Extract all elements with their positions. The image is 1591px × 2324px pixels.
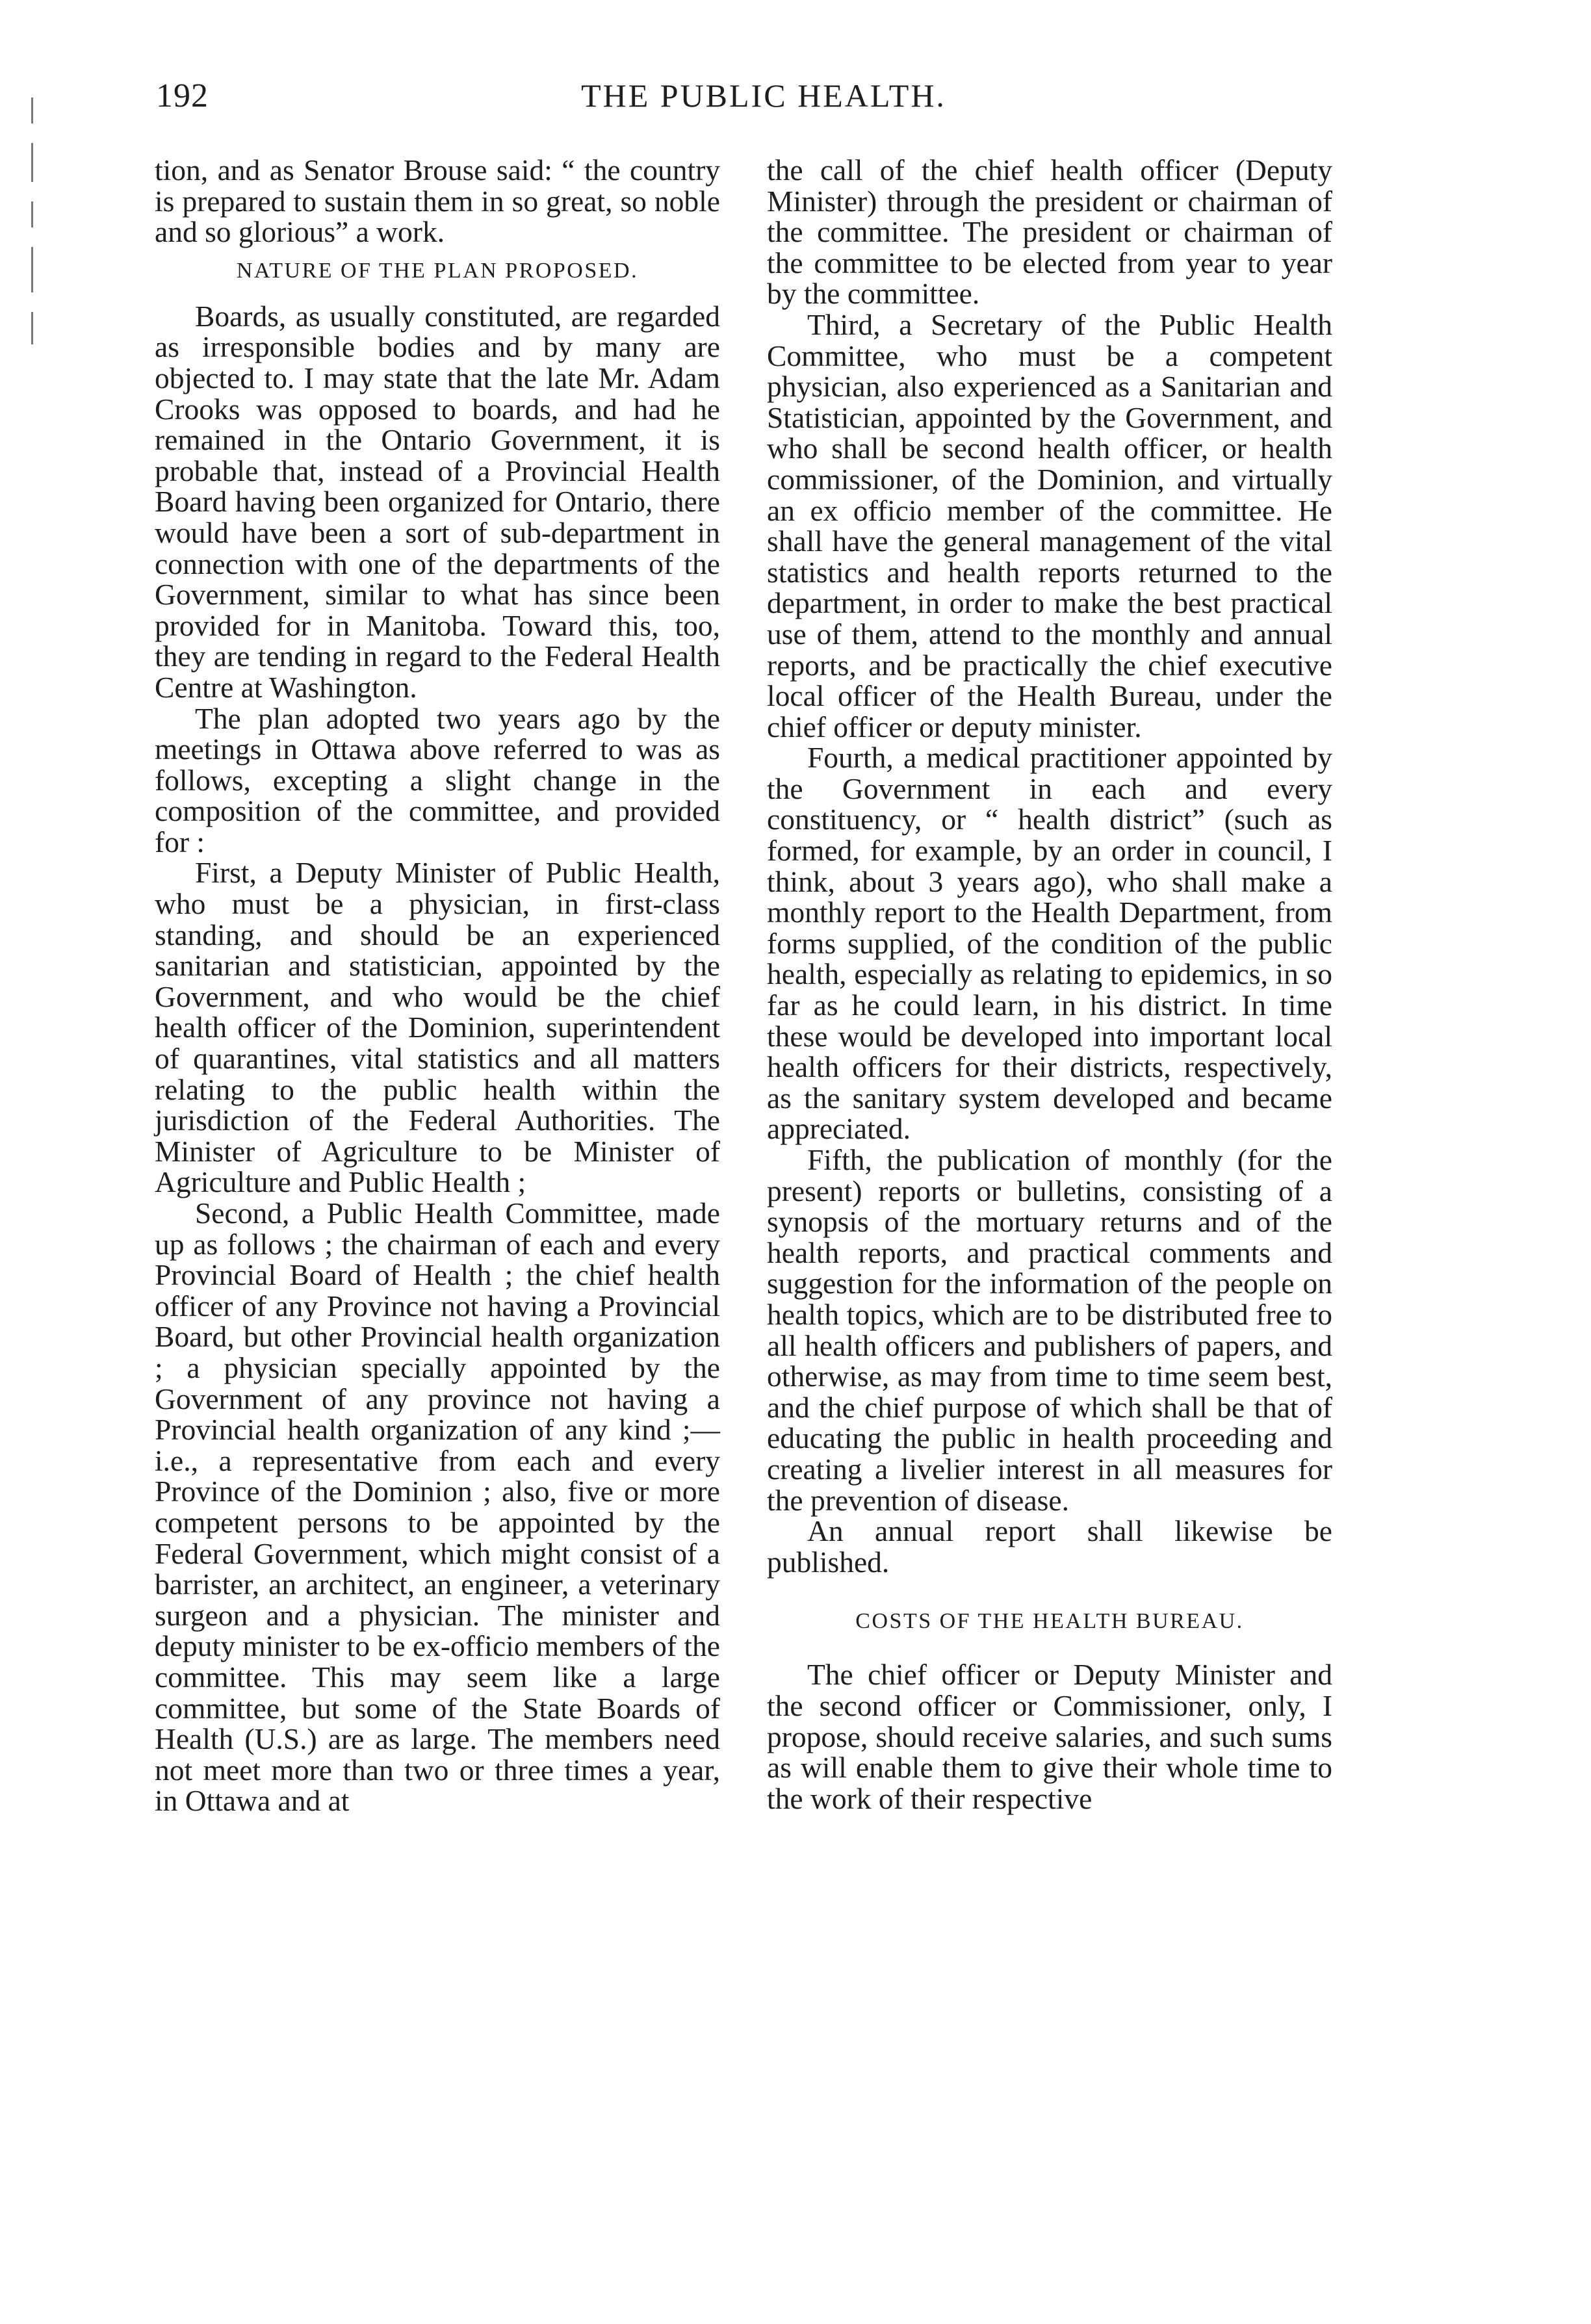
section-heading-costs: COSTS OF THE HEALTH BUREAU. <box>855 1609 1244 1634</box>
paragraph-annual-report: An annual report shall likewise be published. <box>767 1514 1332 1579</box>
section-heading-nature-of-plan: NATURE OF THE PLAN PROPOSED. <box>236 258 639 283</box>
paragraph-boards: Boards, as usually constituted, are regarded as irresponsible bodies and by many are objected to. I may state that the late Mr. Adam Crooks was opposed to boards, and had he remained in the Ontario Government, it is probable that, instead of a Provincial Health Board having been organized for Ontario, there would have been a sort of sub-department in connection with one of the departments of the Government, similar to what has since been provided for in Manitoba. Toward this, too, they are tending in regard to the Federal Health Centre at Washington. <box>155 299 720 704</box>
paragraph-second: Second, a Public Health Committee, made up as follows ; the chairman of each and every Provincial Board of Health ; the chief health officer of any Province not having a Provincial Board, but other Provincial health organization ; a physician specially appointed by the Government of any province not having a Provincial health organization of any kind ;—i.e., a representative from each and every Province of the Dominion ; also, five or more competent persons to be appointed by the Federal Government, which might consist of a barrister, an architect, an engineer, a veterinary surgeon and a physician. The minister and deputy minister to be ex-officio members of the committee. This may seem like a large committee, but some of the State Boards of Health (U.S.) are as large. The members need not meet more than two or three times a year, in Ottawa and at <box>155 1196 720 1818</box>
page-number: 192 <box>156 77 209 114</box>
paragraph-continued: tion, and as Senator Brouse said: “ the country is prepared to sustain them in so great, so noble and so glorious” a work. <box>155 153 720 249</box>
paragraph-fifth: Fifth, the publication of monthly (for the present) reports or bulletins, consisting of a synopsis of the mortuary returns and of the health reports, and practical comments and suggestion for the information of the people on health topics, which are to be distributed free to all health officers and publishers of papers, and otherwise, as may from time to time seem best, and the chief purpose of which shall be that of educating the public in health proceeding and creating a livelier interest in all measures for the prevention of disease. <box>767 1143 1332 1517</box>
paragraph-fourth: Fourth, a medical practitioner appointed by the Government in each and every constituency, or “ health district” (such as formed, for example, by an order in council, I think, about 3 years ago), who shall make a monthly report to the Health Department, from forms supplied, of the condition of the public health, especially as relating to epidemics, in so far as he could learn, in his district. In time these would be developed into important local health officers for their districts, respectively, as the sanitary system developed and became appreciated. <box>767 741 1332 1146</box>
page-header <box>156 77 1371 129</box>
paragraph-plan-adopted: The plan adopted two years ago by the meetings in Ottawa above referred to was as follows, excepting a slight change in the composition of the committee, and provided for : <box>155 701 720 859</box>
paragraph-continued: the call of the chief health officer (Deputy Minister) through the president or chairman of the committee. The president or chairman of the committee to be elected from year to year by the committee. <box>767 153 1332 311</box>
binding-edge-marks <box>31 97 34 370</box>
paragraph-third: Third, a Secretary of the Public Health Committee, who must be a competent physician, also experienced as a Sanitarian and Statistician, appointed by the Government, and who shall be second health officer, or health commissioner, of the Dominion, and virtually an ex officio member of the committee. He shall have the general management of the vital statistics and health reports returned to the department, in order to make the best practical use of them, attend to the monthly and annual reports, and be practically the chief executive local officer of the Health Bureau, under the chief officer or deputy minister. <box>767 307 1332 743</box>
paragraph-first: First, a Deputy Minister of Public Health, who must be a physician, in first-class standing, and should be an experienced sanitarian and statistician, appointed by the Government, and who would be the chief health officer of the Dominion, superintendent of quarantines, vital statistics and all matters relating to the public health within the jurisdiction of the Federal Authorities. The Minister of Agriculture to be Minister of Agriculture and Public Health ; <box>155 856 720 1199</box>
paragraph-costs: The chief officer or Deputy Minister and the second officer or Commissioner, only, I propose, should receive salaries, and such sums as will enable them to give their whole time to the work of their respective <box>767 1658 1332 1815</box>
right-column <box>767 155 1332 1814</box>
running-title: THE PUBLIC HEALTH. <box>581 77 946 114</box>
left-column <box>155 155 720 1816</box>
